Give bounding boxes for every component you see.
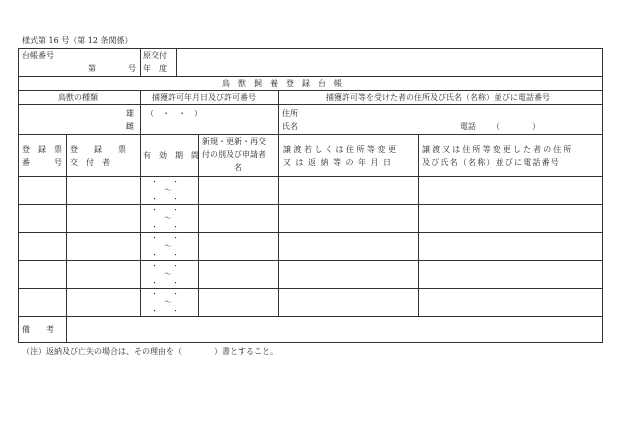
validity-end-dots: ・ ・ xyxy=(151,307,179,315)
row-line-title-top xyxy=(18,76,603,77)
transfer-date-column-divider xyxy=(418,134,419,316)
renewal-column-divider xyxy=(278,134,279,316)
reg-issuer-column-divider xyxy=(140,134,141,316)
main-title: 鳥 獣 飼 養 登 録 台 帳 xyxy=(222,79,342,88)
footnote: （注）返納及び亡失の場合は、その理由を（ ）書とすること。 xyxy=(22,347,278,356)
go-label: 号 xyxy=(128,64,136,73)
species-column-divider xyxy=(140,90,141,134)
row-line-entry-1 xyxy=(18,204,603,205)
reg-issuer-header-1: 登 録 票 xyxy=(70,145,126,154)
row-line-entry-3 xyxy=(18,260,603,261)
renewal-header-1: 新規・更新・再交 xyxy=(202,137,266,146)
row-line-entries-top xyxy=(18,176,603,177)
validity-tilde: ～ xyxy=(164,186,171,194)
validity-start-dots: ・ ・ xyxy=(151,290,179,298)
table-border-left xyxy=(18,48,19,343)
validity-end-dots: ・ ・ xyxy=(151,279,179,287)
validity-tilde: ～ xyxy=(164,270,171,278)
name-label: 氏名 xyxy=(282,122,298,131)
ledger-number-label: 台帳番号 xyxy=(22,51,54,60)
row-line-sub-headers-top xyxy=(18,134,603,135)
permit-column-header: 捕獲許可年月日及び許可番号 xyxy=(152,93,256,102)
transfer-date-header-1: 譲渡若しくは住所等変更 xyxy=(283,145,399,154)
row-line-data-top xyxy=(18,104,603,105)
transfer-party-header-1: 譲渡又は住所等変更した者の住所 xyxy=(422,145,574,154)
validity-start-dots: ・ ・ xyxy=(151,262,179,270)
original-issue-label-2: 年 度 xyxy=(143,64,167,73)
table-border-top xyxy=(18,48,603,49)
original-issue-label-1: 原交付 xyxy=(143,51,167,60)
address-label: 住所 xyxy=(282,109,298,118)
validity-end-dots: ・ ・ xyxy=(151,223,179,231)
validity-end-dots: ・ ・ xyxy=(151,195,179,203)
row-line-remarks-top xyxy=(18,316,603,317)
reg-number-header-1: 登 録 票 xyxy=(22,145,62,154)
dai-label: 第 xyxy=(88,64,96,73)
renewal-header-3: 名 xyxy=(234,163,242,172)
validity-tilde: ～ xyxy=(164,298,171,306)
table-border-right xyxy=(602,48,603,343)
holder-column-header: 捕獲許可等を受けた者の住所及び氏名（名称）並びに電話番号 xyxy=(326,93,550,102)
validity-tilde: ～ xyxy=(164,214,171,222)
row-line-entry-4 xyxy=(18,288,603,289)
validity-start-dots: ・ ・ xyxy=(151,178,179,186)
permit-column-divider xyxy=(278,90,279,134)
transfer-party-header-2: 及び氏名（名称）並びに電話番号 xyxy=(422,158,560,167)
remarks-label: 備 考 xyxy=(22,325,54,334)
validity-start-dots: ・ ・ xyxy=(151,206,179,214)
transfer-date-header-2: 又は返納等の年月日 xyxy=(283,158,396,167)
original-issue-divider xyxy=(176,48,177,76)
table-border-bottom xyxy=(18,342,603,343)
validity-end-dots: ・ ・ xyxy=(151,251,179,259)
reg-issuer-header-2: 交 付 者 xyxy=(70,158,110,167)
phone-label: 電話 xyxy=(460,122,476,131)
renewal-header-2: 付の別及び申請者 xyxy=(202,150,266,159)
remarks-divider xyxy=(66,316,67,342)
validity-tilde: ～ xyxy=(164,242,171,250)
form-number: 様式第 16 号（第 12 条関係） xyxy=(22,36,133,45)
female-label: 雌 xyxy=(126,122,134,131)
row-line-col-headers-top xyxy=(18,90,603,91)
validity-column-divider xyxy=(198,134,199,316)
reg-number-header-2: 番 号 xyxy=(22,158,62,167)
reg-number-column-divider xyxy=(66,134,67,316)
permit-date-placeholder: （ ・ ・ ） xyxy=(146,109,202,118)
male-label: 雄 xyxy=(126,109,134,118)
row-line-entry-2 xyxy=(18,232,603,233)
phone-parens: （ ） xyxy=(492,122,540,131)
validity-start-dots: ・ ・ xyxy=(151,234,179,242)
ledger-cell-divider xyxy=(140,48,141,76)
validity-header: 有 効 期 間 xyxy=(143,151,199,160)
species-column-header: 鳥獣の種類 xyxy=(58,93,98,102)
